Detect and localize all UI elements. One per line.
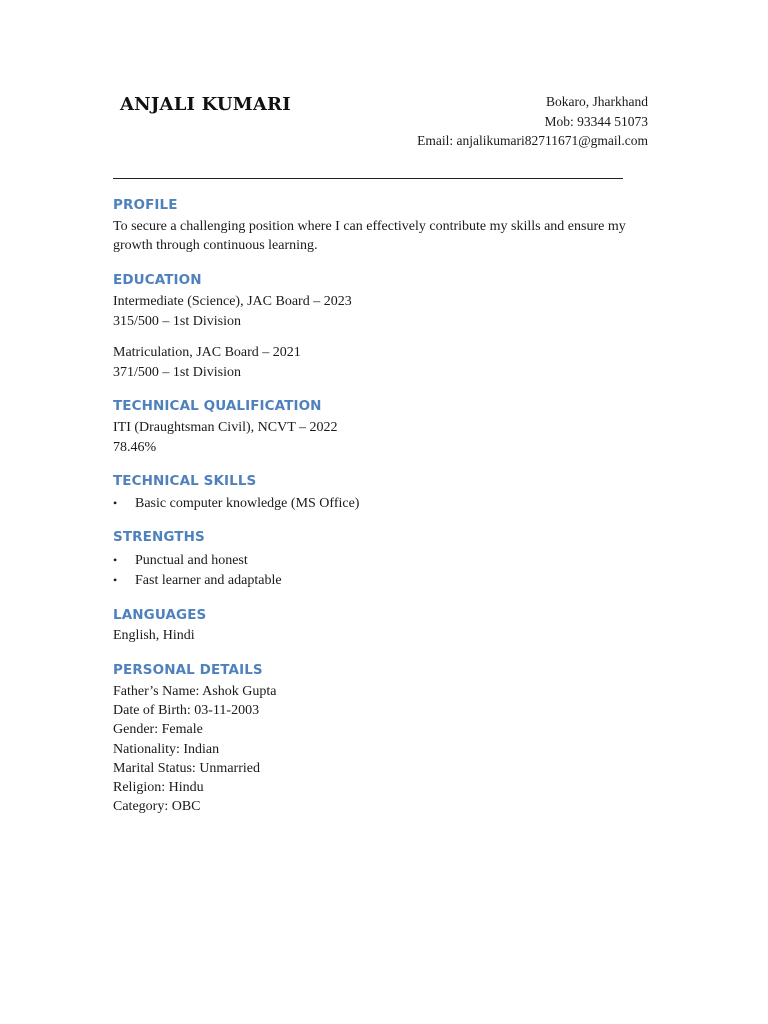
personal-detail-religion: Religion: Hindu — [113, 780, 204, 795]
strength-text: Fast learner and adaptable — [135, 573, 282, 588]
list-item — [113, 573, 282, 589]
section-title-strengths: STRENGTHS — [113, 529, 205, 545]
section-title-languages: LANGUAGES — [113, 607, 207, 623]
location-text: Bokaro, Jharkhand — [546, 94, 648, 109]
personal-detail-nationality: Nationality: Indian — [113, 742, 220, 757]
education-result-2: 371/500 – 1st Division — [113, 365, 241, 380]
list-item — [113, 496, 359, 512]
mobile-text: Mob: 93344 51073 — [544, 113, 648, 129]
personal-detail-gender: Gender: Female — [113, 722, 203, 737]
section-title-technical-skills: TECHNICAL SKILLS — [113, 473, 257, 489]
bullet-icon: • — [113, 496, 118, 510]
skill-text: Basic computer knowledge (MS Office) — [135, 496, 360, 511]
header-divider — [113, 178, 623, 179]
list-item — [113, 553, 248, 569]
technical-qualification-course: ITI (Draughtsman Civil), NCVT – 2022 — [113, 420, 338, 435]
section-title-profile: PROFILE — [113, 197, 178, 213]
candidate-name: ANJALI KUMARI — [120, 94, 291, 115]
email-text: Email: anjalikumari82711671@gmail.com — [417, 133, 648, 148]
profile-line-2: growth through continuous learning. — [113, 238, 318, 253]
profile-line-1: To secure a challenging position where I can effectively contribute my skills and ensure my — [113, 219, 626, 234]
personal-detail-father: Father’s Name: Ashok Gupta — [113, 684, 277, 699]
technical-qualification-result: 78.46% — [113, 440, 157, 455]
languages-value: English, Hindi — [113, 628, 195, 643]
bullet-icon: • — [113, 553, 118, 567]
personal-detail-category: Category: OBC — [113, 799, 201, 814]
contact-block — [417, 92, 648, 151]
education-degree-1: Intermediate (Science), JAC Board – 2023 — [113, 294, 352, 309]
education-degree-2: Matriculation, JAC Board – 2021 — [113, 345, 301, 360]
strength-text: Punctual and honest — [135, 553, 248, 568]
section-title-technical-qualification: TECHNICAL QUALIFICATION — [113, 398, 322, 414]
section-title-education: EDUCATION — [113, 272, 202, 288]
bullet-icon: • — [113, 573, 118, 587]
personal-detail-marital-status: Marital Status: Unmarried — [113, 761, 260, 776]
section-title-personal-details: PERSONAL DETAILS — [113, 662, 263, 678]
education-result-1: 315/500 – 1st Division — [113, 314, 241, 329]
personal-detail-dob: Date of Birth: 03-11-2003 — [113, 703, 260, 718]
